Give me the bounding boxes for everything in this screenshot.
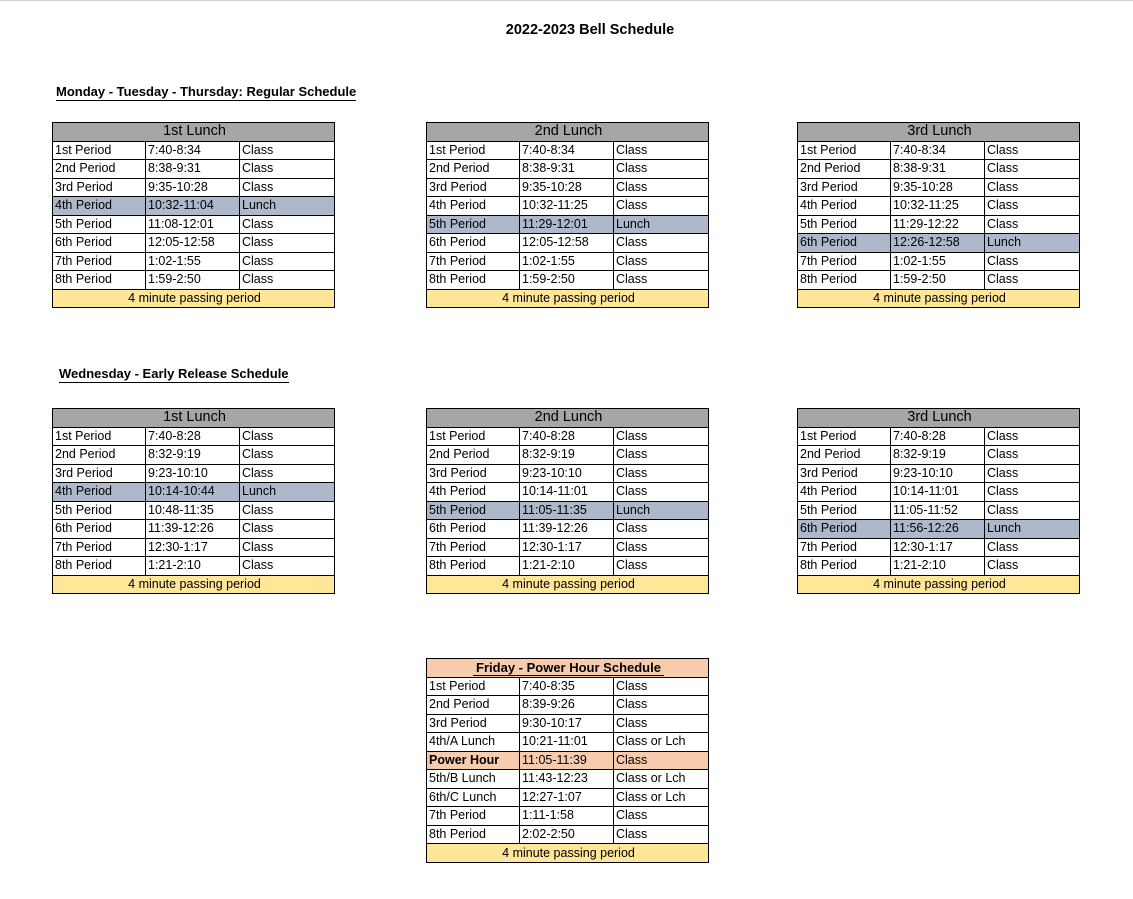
table-row [427,234,709,253]
table-row [53,520,335,539]
table-row [53,427,335,446]
period-cell: 5th Period [427,215,520,234]
table-row [427,696,709,715]
period-cell: 2nd Period [427,160,520,179]
activity-cell: Class [614,271,709,290]
regular-table-1 [52,122,335,308]
activity-cell: Class [614,234,709,253]
activity-cell: Class [985,197,1080,216]
period-cell: 8th Period [798,557,891,576]
time-cell: 1:02-1:55 [146,252,240,271]
passing-period-note: 4 minute passing period [427,844,709,863]
activity-cell: Lunch [240,197,335,216]
friday-table [426,658,709,863]
activity-cell: Class [614,427,709,446]
table-row [53,483,335,502]
time-cell: 10:32-11:25 [520,197,614,216]
activity-cell: Class [614,807,709,826]
activity-cell: Class [240,520,335,539]
time-cell: 1:59-2:50 [146,271,240,290]
time-cell: 9:35-10:28 [891,178,985,197]
table-row [427,788,709,807]
period-cell: 7th Period [798,538,891,557]
activity-cell: Class or Lch [614,788,709,807]
period-cell: 8th Period [427,271,520,290]
time-cell: 11:05-11:39 [520,751,614,770]
time-cell: 1:02-1:55 [520,252,614,271]
activity-cell: Class [985,501,1080,520]
activity-cell: Class [240,234,335,253]
time-cell: 8:32-9:19 [520,446,614,465]
time-cell: 7:40-8:28 [146,427,240,446]
time-cell: 11:43-12:23 [520,770,614,789]
table-row [798,234,1080,253]
period-cell: 6th Period [798,520,891,539]
time-cell: 11:29-12:22 [891,215,985,234]
activity-cell: Class [985,557,1080,576]
period-cell: 7th Period [427,538,520,557]
period-cell: 3rd Period [427,178,520,197]
time-cell: 11:39-12:26 [146,520,240,539]
table-row [53,197,335,216]
table-row [53,501,335,520]
period-cell: 8th Period [427,557,520,576]
activity-cell: Lunch [985,234,1080,253]
table-row [427,520,709,539]
period-cell: 4th Period [427,483,520,502]
activity-cell: Class [614,825,709,844]
time-cell: 12:05-12:58 [520,234,614,253]
time-cell: 11:05-11:52 [891,501,985,520]
time-cell: 1:21-2:10 [520,557,614,576]
table-row [427,252,709,271]
early-release-schedule-heading: Wednesday - Early Release Schedule [59,366,289,381]
activity-cell: Class [985,483,1080,502]
activity-cell: Class [614,464,709,483]
table-row [427,483,709,502]
activity-cell: Class [985,538,1080,557]
period-cell: 3rd Period [427,464,520,483]
table-header: 3rd Lunch [798,409,1080,428]
table-row [798,197,1080,216]
activity-cell: Class [614,160,709,179]
activity-cell: Class [614,178,709,197]
time-cell: 10:21-11:01 [520,733,614,752]
activity-cell: Class [614,446,709,465]
regular-schedule-heading: Monday - Tuesday - Thursday: Regular Schedule [56,84,357,99]
friday-table-header [427,659,709,678]
time-cell: 10:14-10:44 [146,483,240,502]
time-cell: 12:27-1:07 [520,788,614,807]
time-cell: 7:40-8:34 [146,141,240,160]
activity-cell: Class [985,464,1080,483]
passing-period-note: 4 minute passing period [53,575,335,594]
activity-cell: Lunch [614,215,709,234]
period-cell: 7th Period [427,807,520,826]
table-row [53,215,335,234]
period-cell: 7th Period [53,252,146,271]
table-row [427,751,709,770]
activity-cell: Class [240,271,335,290]
activity-cell: Class [240,141,335,160]
time-cell: 12:30-1:17 [146,538,240,557]
period-cell: 7th Period [798,252,891,271]
table-row [798,520,1080,539]
time-cell: 9:23-10:10 [146,464,240,483]
time-cell: 1:59-2:50 [891,271,985,290]
period-cell: 6th Period [53,234,146,253]
activity-cell: Class [614,197,709,216]
activity-cell: Class or Lch [614,770,709,789]
period-cell: 4th Period [798,483,891,502]
period-cell: 6th Period [53,520,146,539]
period-cell: 5th Period [798,501,891,520]
early-table-3 [797,408,1080,594]
period-cell: 6th Period [798,234,891,253]
table-row [53,557,335,576]
table-row [427,501,709,520]
table-row [798,252,1080,271]
period-cell: 1st Period [427,141,520,160]
activity-cell: Class [240,446,335,465]
activity-cell: Class [985,178,1080,197]
period-cell: 8th Period [53,557,146,576]
period-cell: 4th Period [53,483,146,502]
table-row [427,770,709,789]
activity-cell: Class [614,677,709,696]
time-cell: 7:40-8:28 [891,427,985,446]
period-cell: 5th Period [427,501,520,520]
table-row [53,234,335,253]
regular-table-2 [426,122,709,308]
activity-cell: Class [614,141,709,160]
period-cell: 4th Period [427,197,520,216]
time-cell: 9:23-10:10 [520,464,614,483]
friday-heading-text: Friday - Power Hour Schedule [473,660,664,676]
time-cell: 1:59-2:50 [520,271,614,290]
activity-cell: Class [240,160,335,179]
period-cell: 8th Period [53,271,146,290]
table-row [427,714,709,733]
table-row [427,178,709,197]
table-header: 3rd Lunch [798,123,1080,142]
page-title: 2022-2023 Bell Schedule [505,22,675,38]
period-cell: 1st Period [798,141,891,160]
time-cell: 8:38-9:31 [520,160,614,179]
table-row [798,538,1080,557]
period-cell: 5th Period [53,215,146,234]
table-row [427,215,709,234]
period-cell: 3rd Period [798,178,891,197]
activity-cell: Class [240,464,335,483]
activity-cell: Class [240,252,335,271]
period-cell: 1st Period [427,427,520,446]
activity-cell: Class or Lch [614,733,709,752]
activity-cell: Class [240,427,335,446]
table-header: 1st Lunch [53,123,335,142]
period-cell: 5th/B Lunch [427,770,520,789]
table-row [53,252,335,271]
activity-cell: Class [985,252,1080,271]
time-cell: 11:29-12:01 [520,215,614,234]
table-row [427,677,709,696]
passing-period-note: 4 minute passing period [427,575,709,594]
activity-cell: Lunch [240,483,335,502]
time-cell: 7:40-8:28 [520,427,614,446]
table-row [427,464,709,483]
table-row [798,483,1080,502]
table-row [53,464,335,483]
activity-cell: Class [614,538,709,557]
period-cell: 3rd Period [427,714,520,733]
table-row [427,160,709,179]
activity-cell: Class [614,751,709,770]
activity-cell: Class [614,714,709,733]
table-row [427,427,709,446]
period-cell: 2nd Period [53,446,146,465]
time-cell: 9:30-10:17 [520,714,614,733]
table-row [798,501,1080,520]
activity-cell: Class [985,141,1080,160]
time-cell: 1:21-2:10 [146,557,240,576]
time-cell: 10:14-11:01 [520,483,614,502]
table-row [798,427,1080,446]
time-cell: 1:11-1:58 [520,807,614,826]
time-cell: 8:38-9:31 [146,160,240,179]
time-cell: 10:32-11:04 [146,197,240,216]
activity-cell: Class [614,520,709,539]
table-row [427,733,709,752]
passing-period-note: 4 minute passing period [53,289,335,308]
period-cell: 5th Period [798,215,891,234]
table-row [427,271,709,290]
time-cell: 8:32-9:19 [146,446,240,465]
period-cell: 4th Period [53,197,146,216]
table-row [427,825,709,844]
time-cell: 11:08-12:01 [146,215,240,234]
time-cell: 9:23-10:10 [891,464,985,483]
period-cell: Power Hour [427,751,520,770]
table-row [53,538,335,557]
time-cell: 11:05-11:35 [520,501,614,520]
period-cell: 1st Period [53,427,146,446]
period-cell: 2nd Period [798,446,891,465]
activity-cell: Class [240,215,335,234]
time-cell: 8:38-9:31 [891,160,985,179]
period-cell: 4th/A Lunch [427,733,520,752]
period-cell: 1st Period [798,427,891,446]
table-row [798,215,1080,234]
time-cell: 2:02-2:50 [520,825,614,844]
time-cell: 11:39-12:26 [520,520,614,539]
table-header: 2nd Lunch [427,409,709,428]
table-row [798,141,1080,160]
activity-cell: Class [985,160,1080,179]
time-cell: 12:30-1:17 [891,538,985,557]
time-cell: 10:14-11:01 [891,483,985,502]
period-cell: 1st Period [53,141,146,160]
time-cell: 1:21-2:10 [891,557,985,576]
time-cell: 12:30-1:17 [520,538,614,557]
period-cell: 3rd Period [798,464,891,483]
table-row [798,446,1080,465]
time-cell: 1:02-1:55 [891,252,985,271]
time-cell: 11:56-12:26 [891,520,985,539]
activity-cell: Lunch [614,501,709,520]
period-cell: 4th Period [798,197,891,216]
passing-period-note: 4 minute passing period [798,575,1080,594]
time-cell: 9:35-10:28 [520,178,614,197]
table-row [53,178,335,197]
activity-cell: Class [240,557,335,576]
table-row [798,271,1080,290]
activity-cell: Class [985,271,1080,290]
activity-cell: Class [614,557,709,576]
time-cell: 10:32-11:25 [891,197,985,216]
period-cell: 7th Period [53,538,146,557]
table-row [427,446,709,465]
time-cell: 8:39-9:26 [520,696,614,715]
table-row [53,446,335,465]
period-cell: 6th Period [427,520,520,539]
period-cell: 8th Period [798,271,891,290]
period-cell: 5th Period [53,501,146,520]
period-cell: 6th/C Lunch [427,788,520,807]
activity-cell: Class [985,446,1080,465]
top-border-line [0,0,1133,1]
table-row [427,538,709,557]
activity-cell: Class [240,501,335,520]
table-row [53,271,335,290]
period-cell: 8th Period [427,825,520,844]
time-cell: 7:40-8:35 [520,677,614,696]
table-row [53,160,335,179]
activity-cell: Class [985,427,1080,446]
regular-table-3 [797,122,1080,308]
table-row [427,557,709,576]
early-table-2 [426,408,709,594]
activity-cell: Class [240,178,335,197]
table-row [53,141,335,160]
period-cell: 2nd Period [427,696,520,715]
early-table-1 [52,408,335,594]
time-cell: 12:05-12:58 [146,234,240,253]
activity-cell: Lunch [985,520,1080,539]
table-header: 1st Lunch [53,409,335,428]
period-cell: 3rd Period [53,464,146,483]
time-cell: 12:26-12:58 [891,234,985,253]
table-row [798,160,1080,179]
table-row [427,141,709,160]
table-row [798,464,1080,483]
period-cell: 2nd Period [53,160,146,179]
passing-period-note: 4 minute passing period [427,289,709,308]
table-row [798,178,1080,197]
table-row [427,197,709,216]
time-cell: 7:40-8:34 [520,141,614,160]
period-cell: 1st Period [427,677,520,696]
period-cell: 2nd Period [798,160,891,179]
time-cell: 10:48-11:35 [146,501,240,520]
table-row [798,557,1080,576]
activity-cell: Class [614,696,709,715]
activity-cell: Class [614,252,709,271]
passing-period-note: 4 minute passing period [798,289,1080,308]
time-cell: 7:40-8:34 [891,141,985,160]
time-cell: 9:35-10:28 [146,178,240,197]
activity-cell: Class [614,483,709,502]
table-row [427,807,709,826]
period-cell: 7th Period [427,252,520,271]
activity-cell: Class [985,215,1080,234]
period-cell: 3rd Period [53,178,146,197]
activity-cell: Class [240,538,335,557]
period-cell: 2nd Period [427,446,520,465]
table-header: 2nd Lunch [427,123,709,142]
time-cell: 8:32-9:19 [891,446,985,465]
period-cell: 6th Period [427,234,520,253]
